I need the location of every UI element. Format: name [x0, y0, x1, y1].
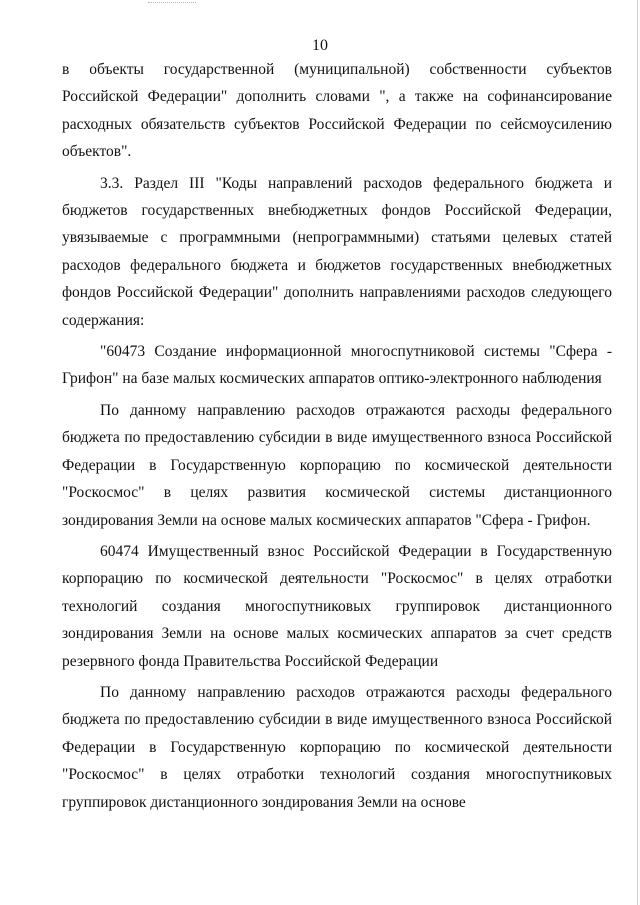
page-number: 10 [312, 37, 328, 54]
page-edge [637, 0, 638, 905]
paragraph-60473-description: По данному направлению расходов отражаются расходы федерального бюджета по предоставлению субсидии в виде имущественного взноса Российской Федерации в Государственную корпорацию по космической деятельности "Роскосмос" в целях развития космической системы дистанционного зондирования Земли на основе малых космических аппаратов "Сфера - Грифон. [62, 401, 612, 529]
document-body [62, 56, 612, 816]
paragraph-section-3-3: 3.3. Раздел III "Коды направлений расходов федерального бюджета и бюджетов государственных внебюджетных фондов Российской Федерации, увязываемые с программными (непрограммными) статьями целевых статей расходов федерального бюджета и бюджетов государственных внебюджетных фондов Российской Федерации" дополнить направлениями расходов следующего содержания: [62, 174, 612, 329]
scan-artifact-line [148, 2, 196, 3]
paragraph-code-60474: 60474 Имущественный взнос Российской Федерации в Государственную корпорацию по космической деятельности "Роскосмос" в целях отработки технологий создания многоспутниковых группировок дистанционного зондирования Земли на основе малых космических аппаратов за счет средств резервного фонда Правительства Российской Федерации [62, 542, 612, 670]
paragraph-60474-description: По данному направлению расходов отражаются расходы федерального бюджета по предоставлению субсидии в виде имущественного взноса Российской Федерации в Государственную корпорацию по космической деятельности "Роскосмос" в целях отработки технологий создания многоспутниковых группировок дистанционного зондирования Земли на основе [62, 683, 612, 811]
paragraph-code-60473: "60473 Создание информационной многоспутниковой системы "Сфера - Грифон" на базе малых космических аппаратов оптико-электронного наблюдения [62, 343, 612, 388]
paragraph-continuation: в объекты государственной (муниципальной) собственности субъектов Российской Федерации" дополнить словами ", а также на софинансирование расходных обязательств субъектов Российской Федерации по сейсмоусилению объектов". [62, 61, 612, 161]
